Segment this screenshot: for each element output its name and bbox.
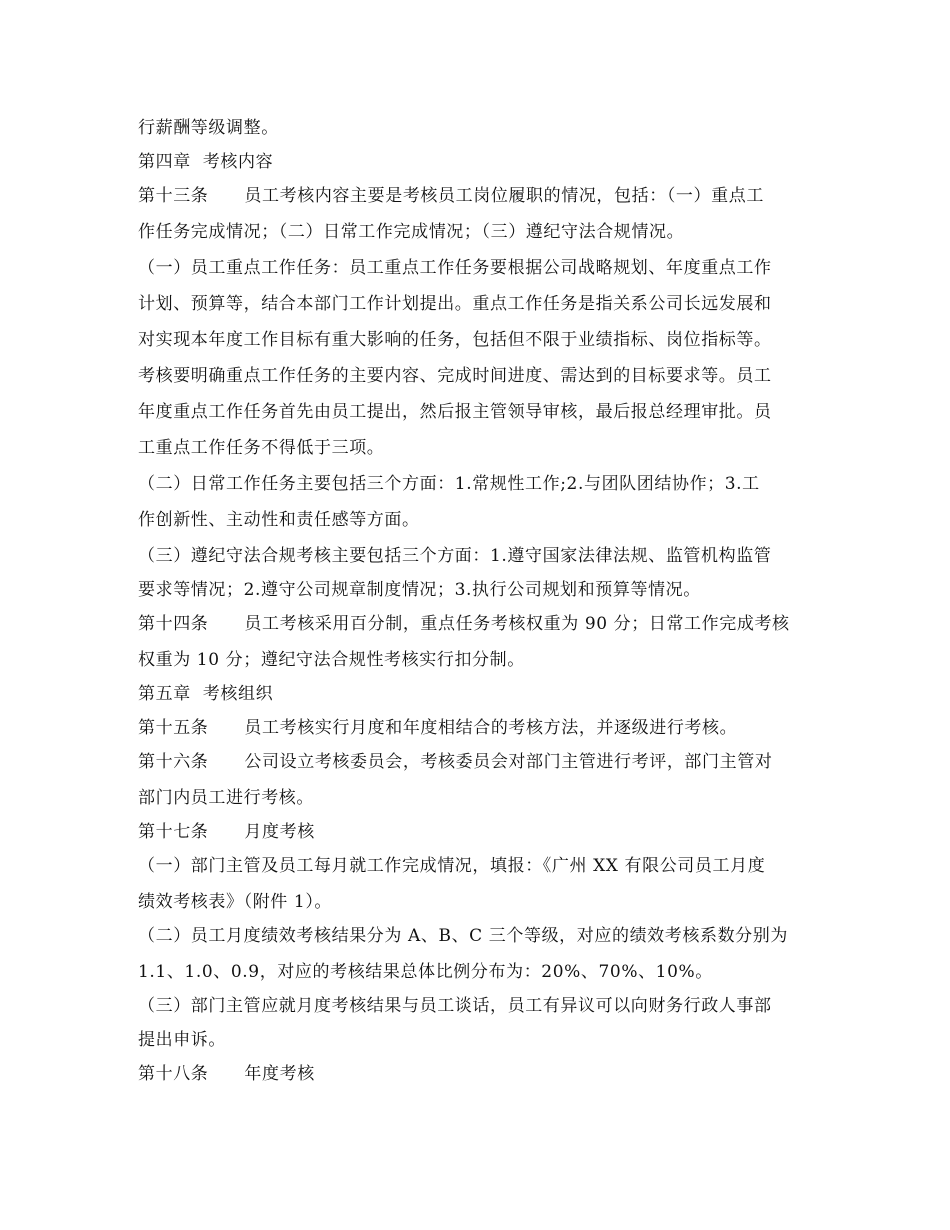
- text-line: （一）员工重点工作任务：员工重点工作任务要根据公司战略规划、年度重点工作: [138, 258, 772, 278]
- text-line: （三）部门主管应就月度考核结果与员工谈话，员工有异议可以向财务行政人事部: [138, 996, 772, 1016]
- text-line: 考核要明确重点工作任务的主要内容、完成时间进度、需达到的目标要求等。员工: [138, 366, 772, 386]
- text-line: （二）员工月度绩效考核结果分为 A、B、C 三个等级，对应的绩效考核系数分别为: [138, 926, 788, 946]
- text-line: 第十四条 员工考核采用百分制，重点任务考核权重为 90 分；日常工作完成考核: [138, 614, 790, 634]
- chapter-heading: 第五章 考核组织: [138, 684, 274, 704]
- text-line: 年度重点工作任务首先由员工提出，然后报主管领导审核，最后报总经理审批。员: [138, 402, 772, 422]
- text-line: 权重为 10 分；遵纪守法合规性考核实行扣分制。: [138, 650, 525, 670]
- text-line: 第十七条 月度考核: [138, 822, 315, 842]
- text-line: 要求等情况；2.遵守公司规章制度情况；3.执行公司规划和预算等情况。: [138, 580, 701, 600]
- text-line: 第十三条 员工考核内容主要是考核员工岗位履职的情况，包括：（一）重点工: [138, 186, 764, 206]
- chapter-heading: 第四章 考核内容: [138, 152, 274, 172]
- text-line: 提出申诉。: [138, 1030, 226, 1050]
- text-line: （二）日常工作任务主要包括三个方面：1.常规性工作;2.与团队团结协作；3.工: [138, 474, 760, 494]
- text-line: 1.1、1.0、0.9，对应的考核结果总体比例分布为：20%、70%、10%。: [138, 962, 713, 982]
- text-line: 绩效考核表》（附件 1）。: [138, 892, 333, 912]
- text-line: （一）部门主管及员工每月就工作完成情况，填报：《广州 XX 有限公司员工月度: [138, 856, 766, 876]
- text-line: （三）遵纪守法合规考核主要包括三个方面：1.遵守国家法律法规、监管机构监管: [138, 546, 772, 566]
- text-line: 作任务完成情况；（二）日常工作完成情况；（三）遵纪守法合规情况。: [138, 222, 685, 242]
- text-line: 第十五条 员工考核实行月度和年度相结合的考核方法，并逐级进行考核。: [138, 718, 738, 738]
- text-line: 第十六条 公司设立考核委员会，考核委员会对部门主管进行考评，部门主管对: [138, 752, 773, 772]
- text-line: 行薪酬等级调整。: [138, 118, 279, 138]
- text-line: 第十八条 年度考核: [138, 1064, 315, 1084]
- text-line: 计划、预算等，结合本部门工作计划提出。重点工作任务是指关系公司长远发展和: [138, 294, 772, 314]
- text-line: 部门内员工进行考核。: [138, 788, 314, 808]
- text-line: 对实现本年度工作目标有重大影响的任务，包括但不限于业绩指标、岗位指标等。: [138, 330, 772, 350]
- text-line: 作创新性、主动性和责任感等方面。: [138, 510, 420, 530]
- text-line: 工重点工作任务不得低于三项。: [138, 438, 385, 458]
